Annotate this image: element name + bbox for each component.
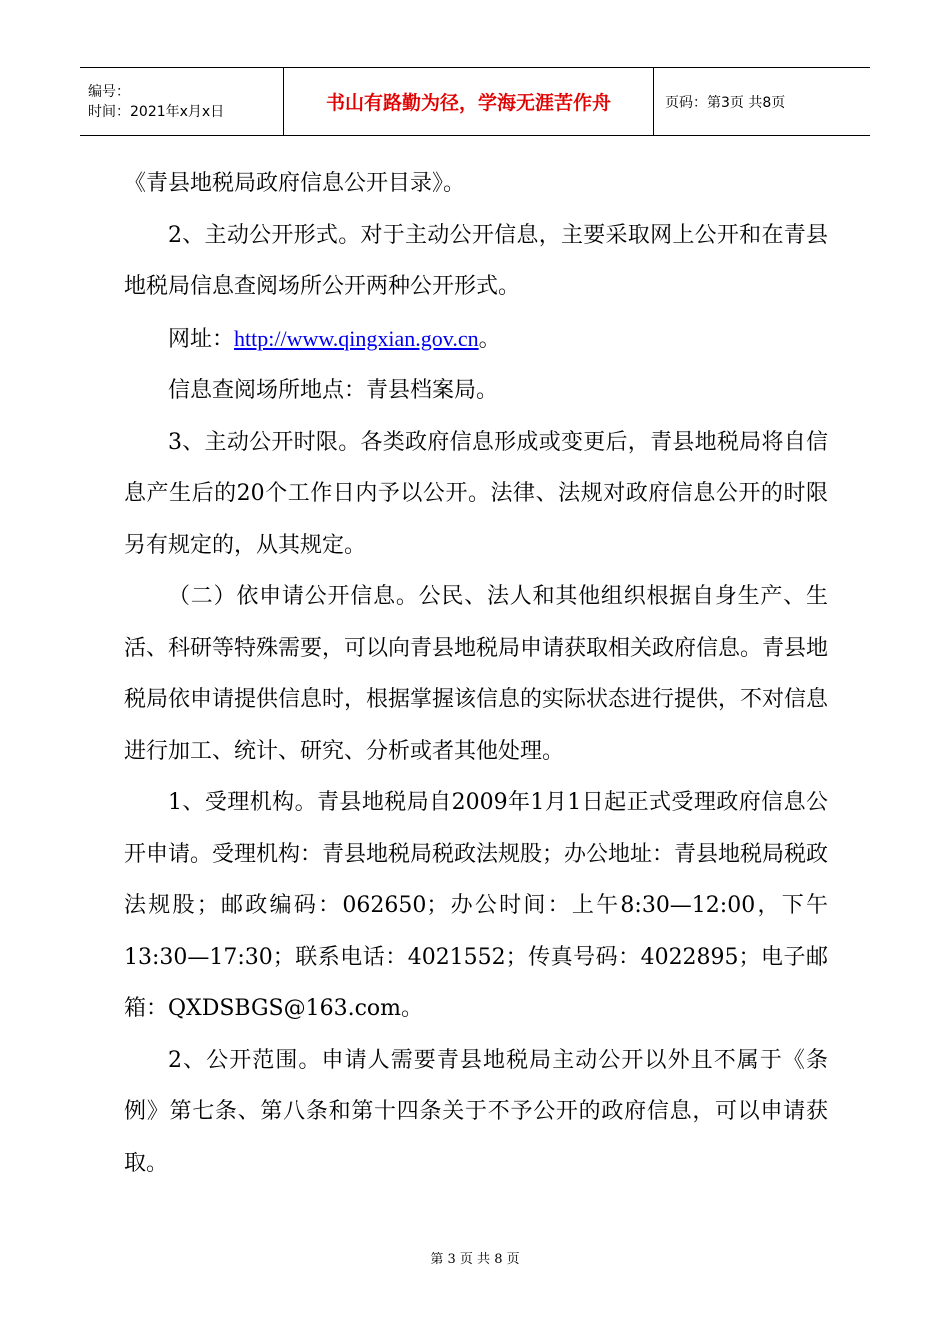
document-header: [80, 67, 870, 136]
header-page-info: [654, 68, 870, 135]
paragraph-public-form: 2、主动公开形式。对于主动公开信息，主要采取网上公开和在青县地税局信息查阅场所公开两种公开形式。: [124, 222, 828, 299]
paragraph-scope: 2、公开范围。申请人需要青县地税局主动公开以外且不属于《条例》第七条、第八条和第十四条关于不予公开的政府信息，可以申请获取。: [124, 1047, 828, 1176]
number-label: 编号：: [88, 83, 130, 100]
document-body: [124, 158, 828, 1189]
paragraph-time-limit: 3、主动公开时限。各类政府信息形成或变更后，青县地税局将自信息产生后的20个工作日内予以公开。法律、法规对政府信息公开的时限另有规定的，从其规定。: [124, 429, 828, 558]
website-end: 。: [478, 326, 501, 352]
page-info-text: 页码：第3页 共8页: [665, 94, 786, 111]
paragraph-website: [124, 313, 828, 366]
paragraph-location: 信息查阅场所地点：青县档案局。: [168, 378, 499, 403]
paragraph-on-request: （二）依申请公开信息。公民、法人和其他组织根据自身生产、生活、科研等特殊需要，可以向青县地税局申请获取相关政府信息。青县地税局依申请提供信息时，根据掌握该信息的实际状态进行提供，不对信息进行加工、统计、研究、分析或者其他处理。: [124, 584, 829, 764]
website-label: 网址：: [168, 326, 235, 352]
header-motto: [283, 68, 654, 135]
paragraph-accepting-agency: 1、受理机构。青县地税局自2009年1月1日起正式受理政府信息公开申请。受理机构：青县地税局税政法规股；办公地址：青县地税局税政法规股；邮政编码：062650；办公时间：上午8:30—12:00，下午13:30—17:30；联系电话：4021552；传真号码：4022895；电子邮箱：QXDSBGS@163.com。: [124, 790, 829, 1021]
website-link[interactable]: http://www.qingxian.gov.cn: [234, 325, 479, 351]
motto-text: 书山有路勤为径，学海无涯苦作舟: [325, 92, 611, 114]
page-footer: 第 3 页 共 8 页: [430, 1252, 520, 1267]
header-meta: [80, 68, 283, 135]
date-label: 时间：2021年x月x日: [88, 103, 225, 120]
paragraph-catalog: 《青县地税局政府信息公开目录》。: [124, 171, 466, 196]
